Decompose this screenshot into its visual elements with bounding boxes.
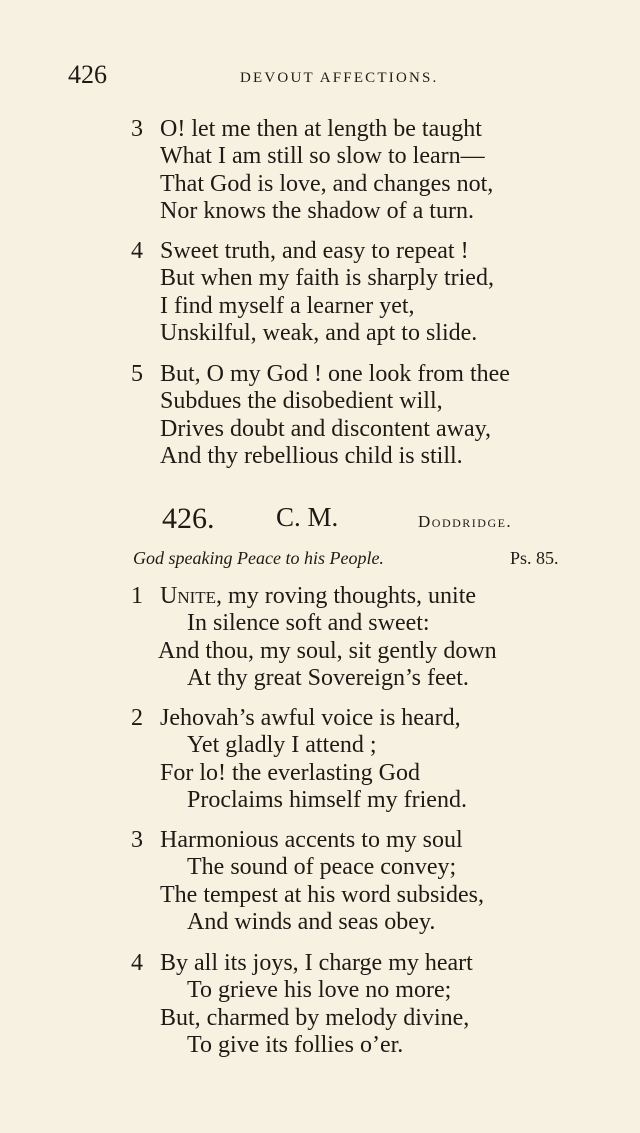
verse-number: 3 [131, 827, 143, 853]
verse-line: Subdues the disobedient will, [160, 388, 443, 414]
verse-line: Sweet truth, and easy to repeat ! [160, 238, 469, 264]
verse-line: And thy rebellious child is still. [160, 443, 463, 469]
verse-line: But, charmed by melody divine, [160, 1005, 470, 1031]
verse-line: Drives doubt and discontent away, [160, 416, 492, 442]
verse-line: And thou, my soul, sit gently down [158, 638, 497, 664]
hymn-number: 426. [162, 502, 215, 535]
verse-line: What I am still so slow to learn— [160, 143, 485, 169]
hymn-subtitle: God speaking Peace to his People. [133, 548, 384, 568]
verse-first-word: Unite [160, 583, 217, 609]
verse-line: But, O my God ! one look from thee [160, 361, 510, 387]
verse-line-rest: , my roving thoughts, unite [216, 583, 477, 609]
verse-line: Nor knows the shadow of a turn. [160, 198, 474, 224]
verse-line: For lo! the everlasting God [160, 760, 420, 786]
verse-line: But when my faith is sharply tried, [160, 265, 494, 291]
running-title: DEVOUT AFFECTIONS. [240, 70, 439, 86]
verse-line: Proclaims himself my friend. [187, 787, 467, 813]
hymn-meter: C. M. [276, 502, 339, 532]
verse-line: Jehovah’s awful voice is heard, [160, 705, 461, 731]
verse-line: To grieve his love no more; [187, 977, 452, 1003]
verse-line: In silence soft and sweet: [187, 610, 430, 636]
verse-line: Unskilful, weak, and apt to slide. [160, 320, 478, 346]
verse-line: That God is love, and changes not, [160, 171, 494, 197]
verse-line: To give its follies o’er. [187, 1032, 404, 1058]
verse-number: 5 [131, 361, 143, 387]
verse-number: 3 [131, 116, 143, 142]
verse-line: The sound of peace convey; [187, 854, 457, 880]
verse-line: Harmonious accents to my soul [160, 827, 463, 853]
verse-line [160, 583, 476, 610]
hymn-author: Doddridge. [418, 512, 513, 531]
verse-line: And winds and seas obey. [187, 909, 436, 935]
verse-line: By all its joys, I charge my heart [160, 950, 473, 976]
verse-number: 4 [131, 238, 143, 264]
verse-line: O! let me then at length be taught [160, 116, 482, 142]
psalm-reference: Ps. 85. [510, 548, 559, 568]
verse-number: 4 [131, 950, 143, 976]
page-number: 426 [68, 60, 107, 89]
verse-line: At thy great Sovereign’s feet. [187, 665, 469, 691]
verse-line: The tempest at his word subsides, [160, 882, 484, 908]
verse-number: 1 [131, 583, 143, 609]
verse-number: 2 [131, 705, 143, 731]
verse-line: I find myself a learner yet, [160, 293, 415, 319]
verse-line: Yet gladly I attend ; [187, 732, 377, 758]
